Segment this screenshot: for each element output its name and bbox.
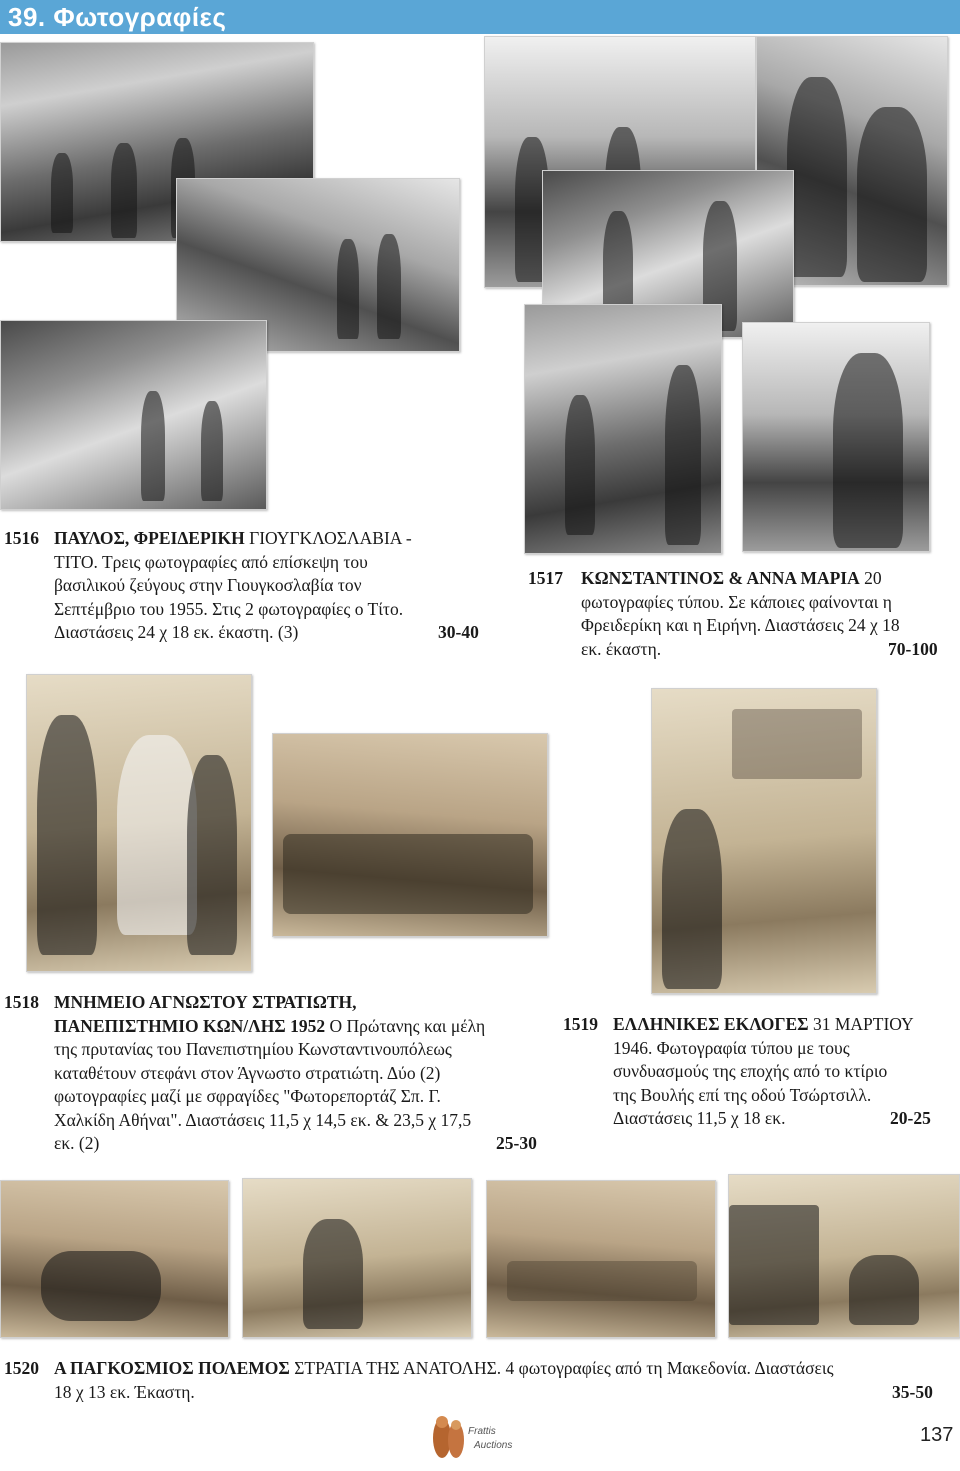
lot-text-line: 18 χ 13 εκ. Έκαστη. [54, 1381, 195, 1402]
lot-text-line: εκ. έκαστη. [581, 638, 662, 659]
lot-text-line: 1946. Φωτογραφία τύπου με τους [613, 1037, 850, 1058]
photo-1520-a [0, 1180, 229, 1338]
lot-text-line: εκ. (2) [54, 1133, 100, 1153]
lot-price: 20-25 [890, 1108, 931, 1128]
lot-1518: 1518 ΜΝΗΜΕΙΟ ΑΓΝΩΣΤΟΥ ΣΤΡΑΤΙΩΤΗ, ΠΑΝΕΠΙΣΤΗΜΙΟ ΚΩΝ/ΛΗΣ 1952 Ο Πρώτανης και μέλη της πρυτανίας του Πανεπιστημίου Κωνσταντινουπόλεως καταθέτουν στεφάνι στον Άγνωστο στρατιώτη. Δύο (2) φωτογραφίες μαζί με σφραγίδες "Φωτορεπορτάζ Σπ. Γ. Χαλκίδη Αθήναι". Διαστάσεις 11,5 χ 14,5 εκ. & 23,5 χ 17,5 εκ. (2) 25-30 [4, 991, 552, 1161]
lot-text-line: της πρυτανίας του Πανεπιστημίου Κωνσταντινουπόλεως [54, 1039, 452, 1059]
lot-number: 1518 [4, 992, 39, 1012]
lot-price: 70-100 [888, 638, 938, 659]
lot-title: Α ΠΑΓΚΟΣΜΙΟΣ ΠΟΛΕΜΟΣ [54, 1358, 290, 1378]
lot-number: 1516 [4, 528, 39, 548]
lot-text-line: Διαστάσεις 24 χ 18 εκ. έκαστη. (3) [54, 622, 299, 642]
lot-title: ΜΝΗΜΕΙΟ ΑΓΝΩΣΤΟΥ ΣΤΡΑΤΙΩΤΗ, [54, 992, 357, 1012]
photo-1520-c [486, 1180, 716, 1338]
photo-1516-c [0, 320, 267, 510]
lot-price: 25-30 [496, 1133, 537, 1153]
lot-number: 1517 [528, 568, 563, 588]
lot-text-line: Φρειδερίκη και η Ειρήνη. Διαστάσεις 24 χ 18 [581, 615, 900, 635]
frattis-auctions-logo [428, 1412, 528, 1464]
lot-1519: 1519 ΕΛΛΗΝΙΚΕΣ ΕΚΛΟΓΕΣ 31 ΜΑΡΤΙΟΥ 1946. Φωτογραφία τύπου με τους συνδυασμούς της εποχής από το κτίριο της Βουλής επί της οδού Τσώρτσιλλ. Διαστάσεις 11,5 χ 18 εκ. 20-25 [563, 1013, 958, 1133]
logo-text-2: Auctions [474, 1440, 513, 1451]
lot-text-line: Χαλκίδη Αθήναι". Διαστάσεις 11,5 χ 14,5 εκ. & 23,5 χ 17,5 [54, 1109, 472, 1130]
lot-text-line: Σεπτέμβριο του 1955. Στις 2 φωτογραφίες ο Τίτο. [54, 598, 404, 619]
lot-title: ΠΑΥΛΟΣ, ΦΡΕΙΔΕΡΙΚΗ [54, 528, 245, 548]
lot-text-line: καταθέτουν στεφάνι στον Άγνωστο στρατιώτη. Δύο (2) [54, 1062, 441, 1083]
photo-1517-d [524, 304, 722, 554]
section-header [0, 0, 960, 34]
lot-title: ΕΛΛΗΝΙΚΕΣ ΕΚΛΟΓΕΣ [613, 1014, 809, 1034]
page-number: 137 [920, 1424, 954, 1446]
lot-text-line: βασιλικού ζεύγους στην Γιουγκοσλαβία τον [54, 575, 362, 595]
lot-title: ΚΩΝΣΤΑΝΤΙΝΟΣ & ΑΝΝΑ ΜΑΡΙΑ [581, 568, 860, 588]
lot-1520: 1520 Α ΠΑΓΚΟΣΜΙΟΣ ΠΟΛΕΜΟΣ ΣΤΡΑΤΙΑ ΤΗΣ ΑΝΑΤΟΛΗΣ. 4 φωτογραφίες από τη Μακεδονία. Διαστάσεις 18 χ 13 εκ. Έκαστη. 35-50 [4, 1357, 954, 1407]
lot-text-line: ΤΙΤΟ. Τρεις φωτογραφίες από επίσκεψη του [54, 551, 368, 572]
photo-1520-d [728, 1174, 960, 1338]
logo-text-1: Frattis [468, 1426, 496, 1437]
section-title: 39. Φωτογραφίες [8, 2, 227, 32]
lot-1516 [4, 527, 484, 647]
lot-title-2: ΠΑΝΕΠΙΣΤΗΜΙΟ ΚΩΝ/ΛΗΣ 1952 [54, 1015, 326, 1036]
lot-text-line: της Βουλής επί της οδού Τσώρτσιλλ. [613, 1084, 872, 1105]
lot-1516-line1: ΠΑΥΛΟΣ, ΦΡΕΙΔΕΡΙΚΗ ΓΙΟΥΓΚΛΟΣΛΑΒΙΑ - [54, 528, 412, 548]
photo-1518-a [26, 674, 252, 972]
lot-number: 1520 [4, 1358, 39, 1378]
photo-1519 [651, 688, 877, 994]
lot-price: 35-50 [892, 1381, 933, 1402]
lot-number: 1519 [563, 1014, 598, 1034]
photo-1520-b [242, 1178, 472, 1338]
lot-text-line: φωτογραφίες τύπου. Σε κάποιες φαίνονται η [581, 591, 892, 612]
lot-price: 30-40 [438, 622, 479, 642]
lot-1517: 1517 ΚΩΝΣΤΑΝΤΙΝΟΣ & ΑΝΝΑ ΜΑΡΙΑ 20 φωτογραφίες τύπου. Σε κάποιες φαίνονται η Φρειδερίκη και η Ειρήνη. Διαστάσεις 24 χ 18 εκ. έκαστη. 70-100 [528, 567, 958, 667]
lot-text-line: συνδυασμούς της εποχής από το κτίριο [613, 1061, 888, 1081]
lot-text-line: φωτογραφίες μαζί με σφραγίδες "Φωτορεπορτάζ Σπ. Γ. [54, 1086, 441, 1106]
photo-1517-e [742, 322, 930, 552]
lot-text-line: Διαστάσεις 11,5 χ 18 εκ. [613, 1108, 786, 1128]
photo-1518-b [272, 733, 548, 937]
